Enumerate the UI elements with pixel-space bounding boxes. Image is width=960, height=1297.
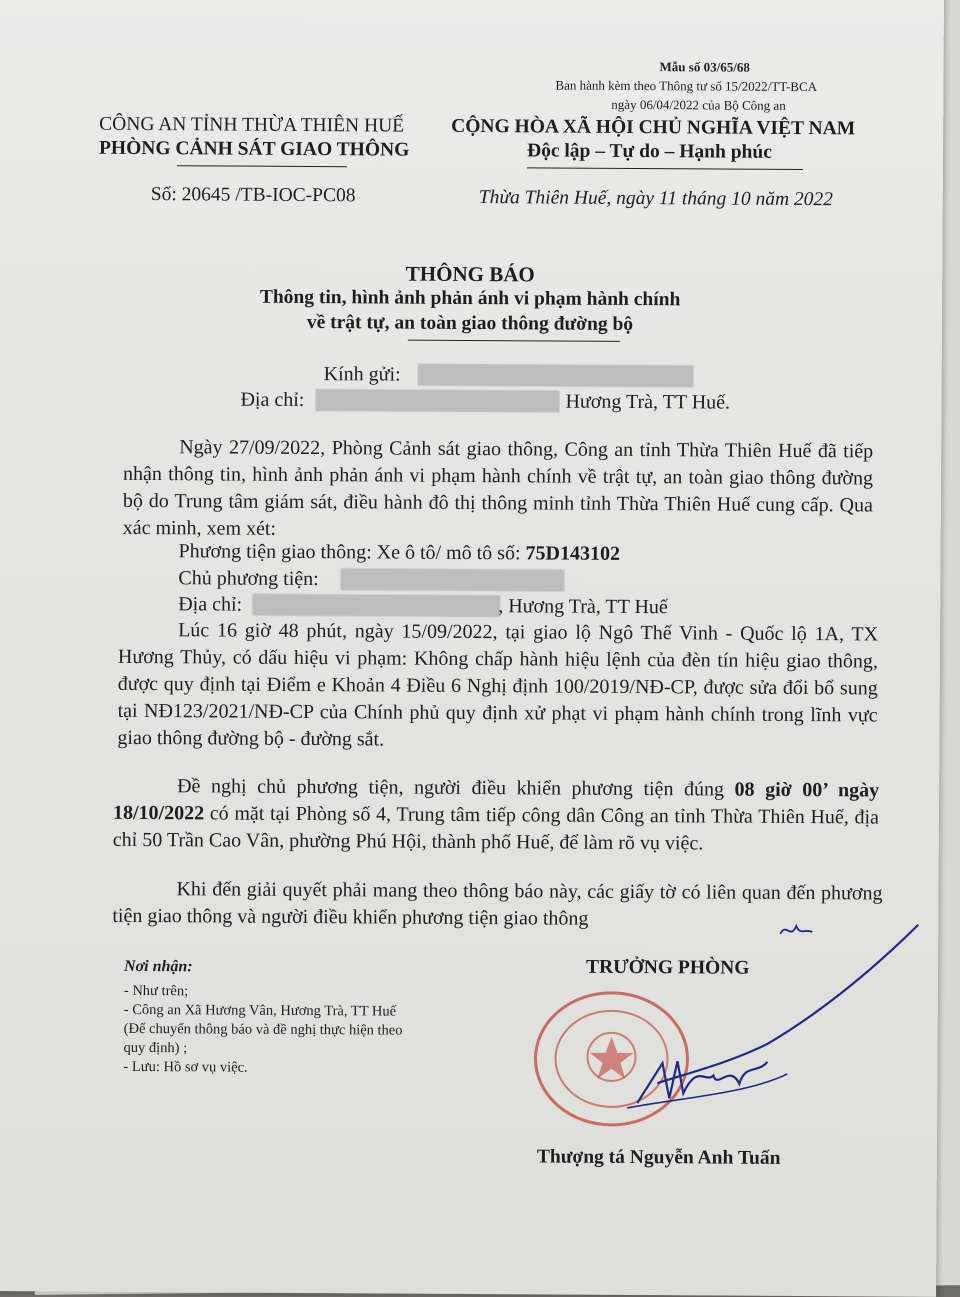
national-motto: Độc lập – Tự do – Hạnh phúc	[526, 140, 772, 163]
redacted-owner-address	[252, 594, 500, 618]
paragraph-intro: Ngày 27/09/2022, Phòng Cảnh sát giao thông, Công an tỉnh Thừa Thiên Huế đã tiếp nhận thông tin, hình ảnh phản ánh vi phạm hành chính về trật tự, an toàn giao thông đường bộ do Trung tâm giám sát, điều hành đô thị thông minh tỉnh Thừa Thiên Huế cung cấp. Qua xác minh, xem xét:	[122, 436, 874, 540]
document-title: THÔNG BÁO	[405, 261, 535, 287]
owner-label: Chủ phương tiện:	[178, 567, 319, 591]
recipient-item: - Như trên;	[123, 982, 189, 1000]
paragraph-summons	[113, 773, 879, 859]
recipients-list	[123, 982, 402, 1079]
owner-address-tail: , Hương Trà, TT Huế	[498, 595, 668, 619]
org-department: PHÒNG CẢNH SÁT GIAO THÔNG	[98, 137, 410, 161]
recipients-heading: Nơi nhận:	[124, 957, 193, 976]
place-date: Thừa Thiên Huế, ngày 11 tháng 10 năm 2022	[478, 187, 834, 211]
document-number: Số: 20645 /TB-IOC-PC08	[150, 184, 356, 207]
summons-text-b: có mặt tại Phòng số 4, Trung tâm tiếp công dân Công an tỉnh Thừa Thiên Huế, địa chỉ 50 Trần Cao Vân, phường Phú Hội, thành phố Huế, để làm rõ vụ việc.	[112, 802, 880, 855]
form-issued-date: ngày 06/04/2022 của Bộ Công an	[611, 96, 786, 113]
form-number: Mẫu số 03/65/68	[659, 59, 750, 75]
vehicle-line	[179, 538, 621, 568]
vehicle-label: Phương tiện giao thông: Xe ô tô/ mô tô số:	[178, 540, 526, 565]
org-underline	[177, 165, 347, 167]
recipient-item: (Để chuyển thông báo và đề nghị thực hiện theo	[123, 1020, 403, 1039]
redacted-recipient-address	[315, 389, 559, 412]
redacted-owner-name	[340, 568, 564, 591]
vehicle-plate: 75D143102	[525, 542, 621, 565]
recipient-label: Kính gửi:	[323, 363, 401, 386]
initials-mark-icon	[776, 914, 816, 944]
recipient-item: - Công an Xã Hương Vân, Hương Trà, TT Huế	[123, 1001, 397, 1020]
recipient-item: - Lưu: Hồ sơ vụ việc.	[123, 1058, 248, 1076]
form-issued-with: Ban hành kèm theo Thông tư số 15/2022/TT-BCA	[555, 77, 818, 95]
org-name: CÔNG AN TỈNH THỪA THIÊN HUẾ	[99, 113, 405, 137]
recipient-item: quy định) ;	[123, 1039, 188, 1057]
owner-address-label: Địa chỉ:	[178, 593, 243, 616]
signature-icon	[617, 913, 938, 1145]
national-title: CỘNG HÒA XÃ HỘI CHỦ NGHĨA VIỆT NAM	[451, 115, 856, 140]
redacted-recipient-name	[418, 364, 694, 388]
summons-text-a: Đề nghị chủ phương tiện, người điều khiển phương tiện đúng	[177, 775, 735, 801]
title-underline	[408, 340, 620, 342]
summons-time: 08 giờ 00’ ngày 18/10/2022	[112, 778, 880, 825]
document-subtitle-2: về trật tự, an toàn giao thông đường bộ	[306, 311, 634, 335]
recipient-address-tail: Hương Trà, TT Huế.	[565, 390, 731, 414]
paragraph-violation: Lúc 16 giờ 48 phút, ngày 15/09/2022, tại giao lộ Ngô Thế Vinh - Quốc lộ 1A, TX Hương Thủy, có dấu hiệu vi phạm: Không chấp hành hiệu lệnh của đèn tín hiệu giao thông, được quy định tại Điểm e Khoản 4 Điều 6 Nghị định 100/2019/NĐ-CP, được sửa đổi bổ sung tại NĐ123/2021/NĐ-CP của Chính phủ quy định xử phạt vi phạm hành chính trong lĩnh vực giao thông đường bộ - đường sắt.	[117, 619, 879, 751]
paragraph-instruction: Khi đến giải quyết phải mang theo thông báo này, các giấy tờ có liên quan đến phương tiện giao thông và người điều khiển phương tiện giao thông	[112, 878, 883, 930]
recipient-address-label: Địa chỉ:	[240, 388, 305, 411]
document-subtitle-1: Thông tin, hình ảnh phản ánh vi phạm hành chính	[259, 286, 681, 311]
signer-position: TRƯỞNG PHÒNG	[585, 956, 750, 979]
signer-name: Thượng tá Nguyễn Anh Tuấn	[536, 1146, 781, 1169]
motto-underline	[527, 167, 803, 170]
